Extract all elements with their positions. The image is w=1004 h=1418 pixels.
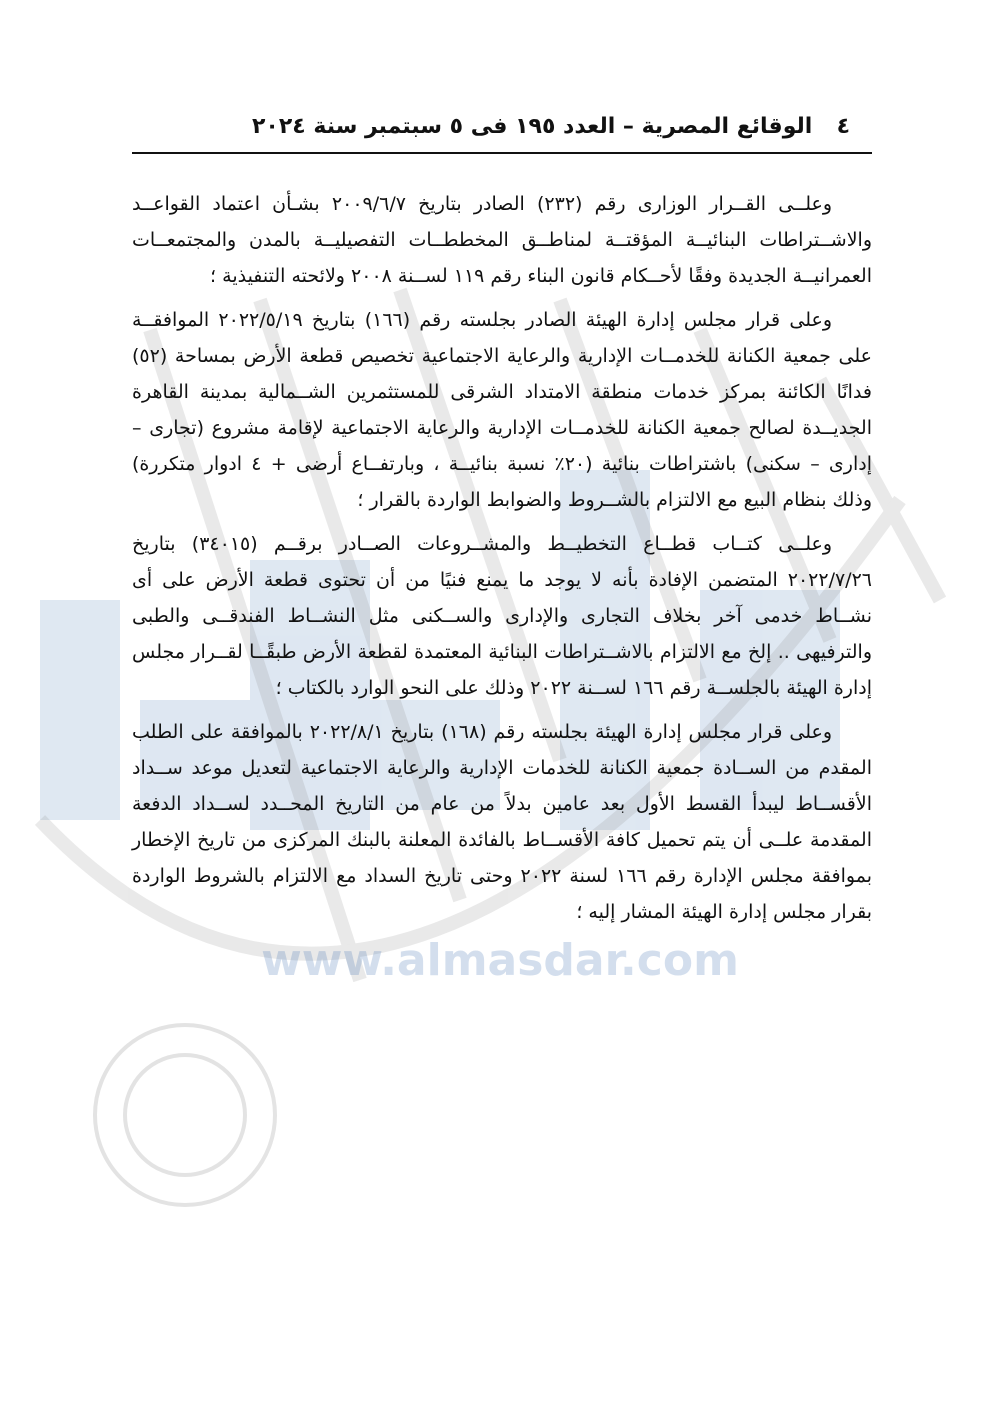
paragraph-2 bbox=[132, 302, 872, 518]
watermark-bar-5 bbox=[40, 600, 120, 820]
paragraph-1 bbox=[132, 186, 872, 294]
page-number: ٤ bbox=[836, 114, 850, 139]
paragraph-text: وعلى قرار مجلس إدارة الهيئة بجلسته رقم (١٦٨) بتاريخ ٢٠٢٢/٨/١ بالموافقة على الطلب المقدم من الســادة جمعية الكنانة للخدمات الإدارية والرعاية الاجتماعية لتعديل موعد ســداد الأقســاط ليبدأ القسط الأول بعد عامين بدلاً من عام من التاريخ المحــدد لســداد الدفعة المقدمة علــى أن يتم تحميل كافة الأقســاط بالفائدة المعلنة بالبنك المركزى من تاريخ الإخطار بموافقة مجلس الإدارة رقم ١٦٦ لسنة ٢٠٢٢ وحتى تاريخ السداد مع الالتزام بالشروط الواردة بقرار مجلس إدارة الهيئة المشار إليه ؛ bbox=[132, 721, 872, 923]
running-title: الوقائع المصرية – العدد ١٩٥ فى ٥ سبتمبر سنة ٢٠٢٤ bbox=[252, 114, 813, 139]
watermark-site-text: www.almasdar.com bbox=[261, 935, 739, 986]
paragraph-text: وعلى قرار مجلس إدارة الهيئة الصادر بجلسته رقم (١٦٦) بتاريخ ٢٠٢٢/٥/١٩ الموافقــة على جمعية الكنانة للخدمــات الإدارية والرعاية الاجتماعية تخصيص قطعة الأرض بمساحة (٥٢) فدانًا الكائنة بمركز خدمات منطقة الامتداد الشرقى للمستثمرين الشــمالية بمدينة القاهرة الجديــدة لصالح جمعية الكنانة للخدمــات الإدارية والرعاية الاجتماعية لإقامة مشروع (تجارى – إدارى – سكنى) باشتراطات بنائية (٢٠٪ نسبة بنائيــة ، وبارتفــاع أرضى + ٤ ادوار متكررة) وذلك بنظام البيع مع الالتزام بالشــروط والضوابط الواردة بالقرار ؛ bbox=[132, 309, 872, 511]
document-body bbox=[132, 186, 872, 938]
paragraph-3 bbox=[132, 526, 872, 706]
watermark-seal-outer bbox=[95, 1025, 275, 1205]
page-header bbox=[132, 108, 872, 154]
paragraph-4 bbox=[132, 714, 872, 930]
paragraph-text: وعلــى كتــاب قطــاع التخطيــط والمشــروعات الصــادر برقــم (٣٤٠١٥) بتاريخ ٢٠٢٢/٧/٢٦ المتضمن الإفادة بأنه لا يوجد ما يمنع فنيًا من أن تحتوى قطعة الأرض على أى نشــاط خدمى آخر بخلاف التجارى والإدارى والســكنى مثل النشــاط الفندقــى والطبى والترفيهى .. إلخ مع الالتزام بالاشــتراطات البنائية المعتمدة لقطعة الأرض طبقًــا لقــرار مجلس إدارة الهيئة بالجلســة رقم ١٦٦ لســنة ٢٠٢٢ وذلك على النحو الوارد بالكتاب ؛ bbox=[132, 533, 872, 699]
paragraph-text: وعلــى القــرار الوزارى رقم (٢٣٢) الصادر بتاريخ ٢٠٠٩/٦/٧ بشـأن اعتماد القواعــد والاشــتراطات البنائيــة المؤقتــة لمناطــق المخططــات التفصيليــة بالمدن والمجتمعــات العمرانيــة الجديدة وفقًا لأحــكام قانون البناء رقم ١١٩ لســنة ٢٠٠٨ ولائحته التنفيذية ؛ bbox=[132, 193, 872, 287]
watermark-seal-inner bbox=[125, 1055, 245, 1175]
